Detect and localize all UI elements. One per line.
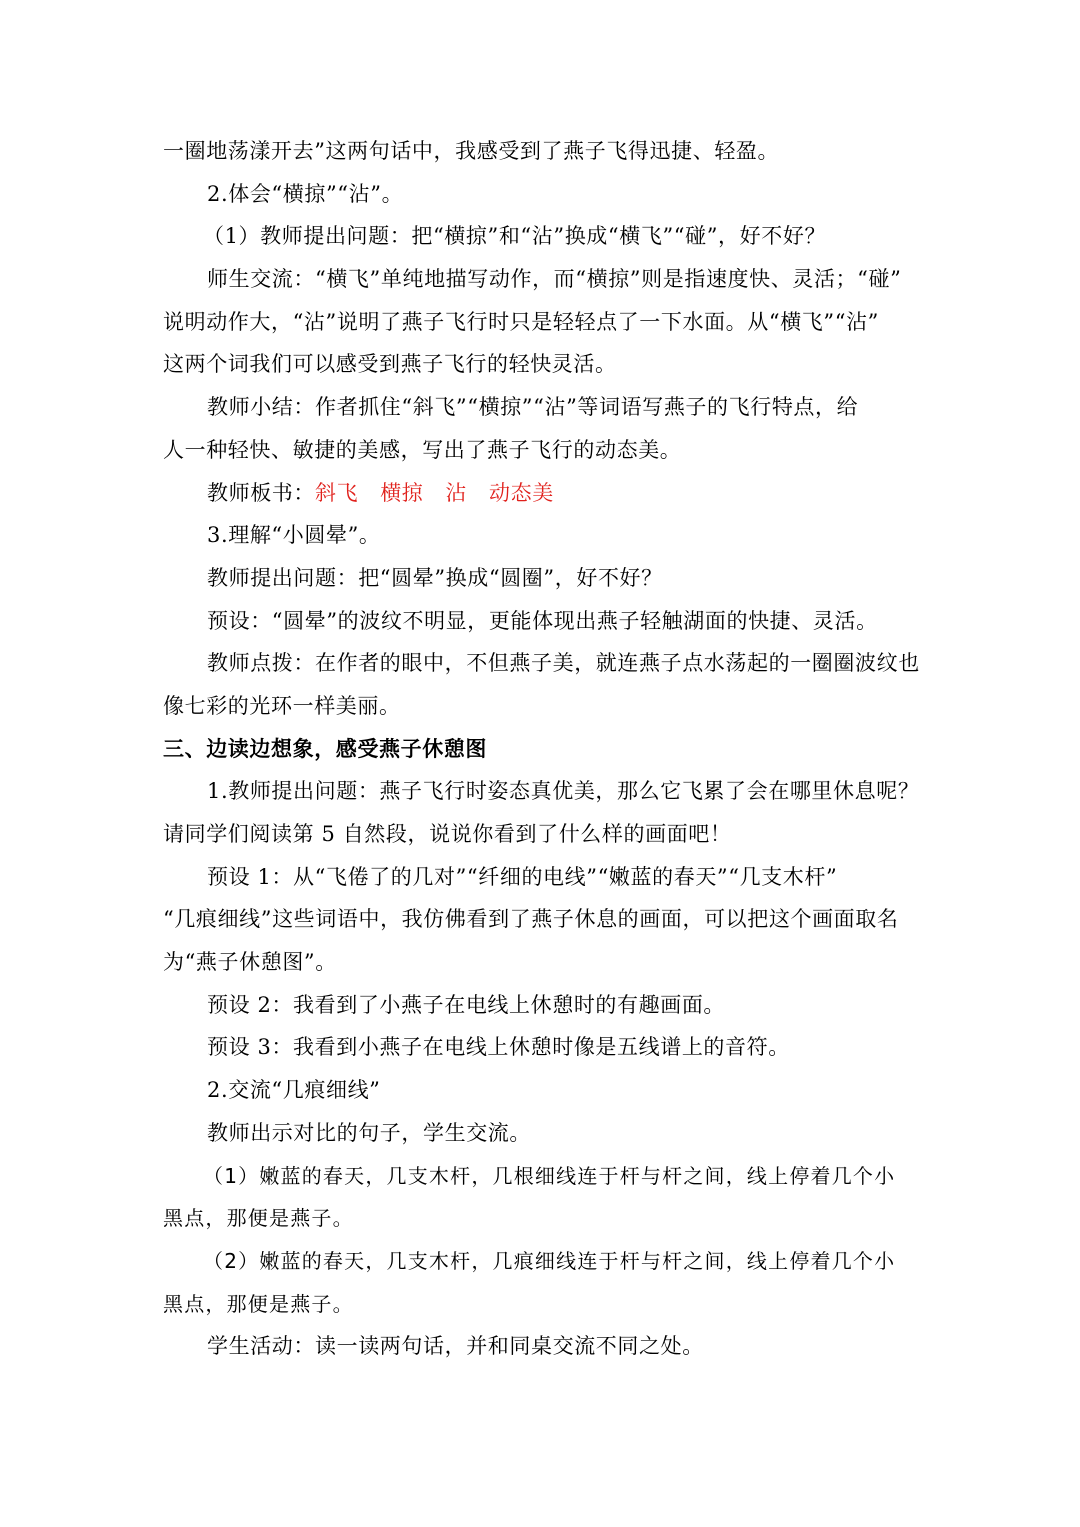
- text-line: 请同学们阅读第 5 自然段，说说你看到了什么样的画面吧！: [163, 822, 732, 846]
- text-line: 预设 1：从“飞倦了的几对”“纤细的电线”“嫩蓝的春天”“几支木杆”: [207, 864, 838, 889]
- text-line: 3.理解“小圆晕”。: [207, 523, 381, 548]
- board-item: 沾: [445, 480, 468, 505]
- text-line: 人一种轻快、敏捷的美感，写出了燕子飞行的动态美。: [163, 437, 682, 462]
- text-line: 一圈地荡漾开去”这两句话中，我感受到了燕子飞得迅捷、轻盈。: [163, 139, 780, 163]
- text-line: 预设：“圆晕”的波纹不明显，更能体现出燕子轻触湖面的快捷、灵活。: [207, 608, 878, 633]
- board-line: [163, 472, 923, 515]
- text-line: （1）教师提出问题：把“横掠”和“沾”换成“横飞”“碰”，好不好？: [203, 224, 827, 249]
- board-label: 教师板书：: [207, 480, 315, 505]
- quote-line: （2）嫩蓝的春天，几支木杆，几痕细线连于杆与杆之间，线上停着几个小: [203, 1248, 896, 1273]
- text-line: 学生活动：读一读两句话，并和同桌交流不同之处。: [207, 1334, 704, 1359]
- quote-line: 黑点，那便是燕子。: [163, 1206, 354, 1231]
- text-line: 教师出示对比的句子，学生交流。: [207, 1120, 531, 1145]
- text-line: 2.交流“几痕细线”: [207, 1078, 381, 1103]
- text-line: 这两个词我们可以感受到燕子飞行的轻快灵活。: [163, 352, 617, 377]
- text-line: 教师点拨：在作者的眼中，不但燕子美，就连燕子点水荡起的一圈圈波纹也: [207, 651, 920, 676]
- document-page: [163, 130, 923, 1368]
- text-line: 说明动作大，“沾”说明了燕子飞行时只是轻轻点了一下水面。从“横飞”“沾”: [163, 309, 880, 334]
- text-line: 2.体会“横掠”“沾”。: [207, 181, 404, 206]
- text-line: 教师小结：作者抓住“斜飞”“横掠”“沾”等词语写燕子的飞行特点，给: [207, 395, 859, 420]
- text-line: “几痕细线”这些词语中，我仿佛看到了燕子休息的画面，可以把这个画面取名: [163, 907, 899, 932]
- text-line: 预设 3：我看到小燕子在电线上休憩时像是五线谱上的音符。: [207, 1035, 790, 1060]
- section-heading: 三、边读边想象，感受燕子休憩图: [163, 735, 487, 761]
- text-line: 为“燕子休憩图”。: [163, 950, 337, 975]
- text-line: 预设 2：我看到了小燕子在电线上休憩时的有趣画面。: [207, 992, 726, 1017]
- text-line: 师生交流：“横飞”单纯地描写动作，而“横掠”则是指速度快、灵活；“碰”: [207, 267, 902, 292]
- text-line: 1.教师提出问题：燕子飞行时姿态真优美，那么它飞累了会在哪里休息呢？: [207, 779, 920, 804]
- board-item: 斜飞: [315, 480, 359, 505]
- board-item: 动态美: [489, 480, 554, 505]
- board-item: 横掠: [380, 480, 424, 505]
- quote-line: （1）嫩蓝的春天，几支木杆，几根细线连于杆与杆之间，线上停着几个小: [203, 1163, 896, 1188]
- text-line: 教师提出问题：把“圆晕”换成“圆圈”，好不好？: [207, 565, 663, 590]
- quote-line: 黑点，那便是燕子。: [163, 1291, 354, 1316]
- text-line: 像七彩的光环一样美丽。: [163, 693, 401, 718]
